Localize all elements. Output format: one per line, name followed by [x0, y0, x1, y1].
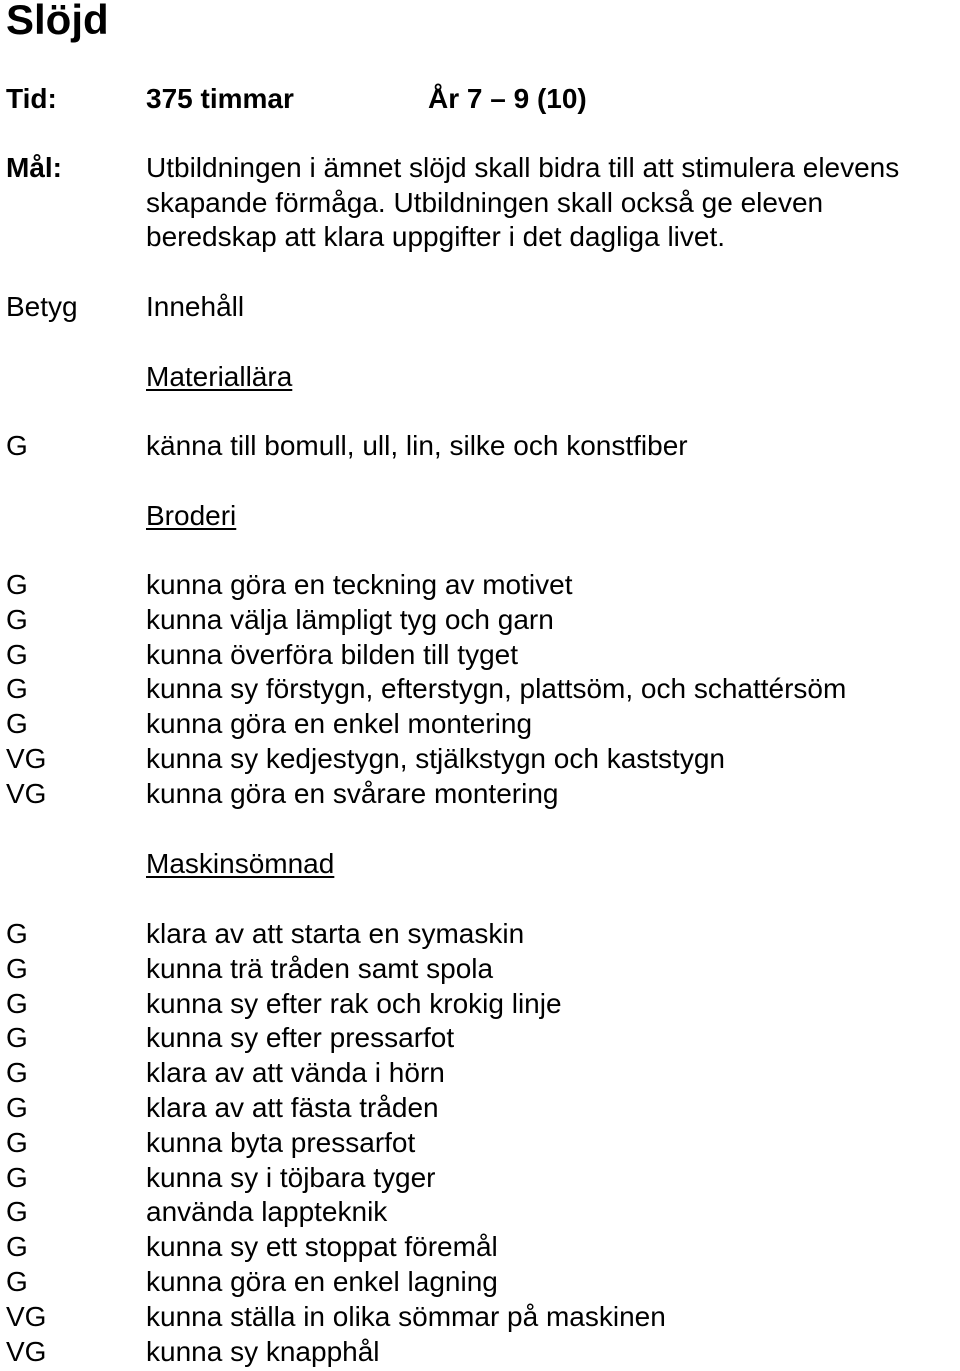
list-item	[0, 987, 960, 1022]
grade-value: G	[6, 1126, 28, 1158]
item-text: kunna göra en teckning av motivet	[146, 569, 573, 600]
grade-value: G	[6, 1091, 28, 1123]
section-heading-broderi: Broderi	[146, 500, 237, 531]
section-heading-maskinsomnad: Maskinsömnad	[146, 848, 335, 879]
item-text: kunna göra en enkel montering	[146, 708, 533, 740]
section-list-materiallara	[0, 429, 960, 464]
item-text: kunna sy efter rak och krokig linje	[146, 987, 562, 1019]
grade-value: G	[6, 673, 28, 705]
grade-value: G	[6, 987, 28, 1019]
grade-value: G	[6, 708, 28, 740]
item-text: kunna göra en svårare montering	[146, 777, 559, 809]
item-text: kunna överföra bilden till tyget	[146, 638, 518, 670]
list-item	[0, 1195, 960, 1230]
list-item	[0, 1230, 960, 1265]
goal-text	[146, 151, 946, 255]
time-years: År 7 – 9 (10)	[428, 83, 587, 114]
list-item	[0, 568, 960, 603]
list-item	[0, 707, 960, 742]
goal-line: Utbildningen i ämnet slöjd skall bidra till att stimulera elevens	[146, 152, 900, 183]
item-text: kunna sy ett stoppat föremål	[146, 1231, 498, 1263]
list-item	[0, 1335, 960, 1370]
grade-column-header: Betyg	[6, 291, 78, 322]
list-item	[0, 1091, 960, 1126]
list-item	[0, 1056, 960, 1091]
section-list-broderi	[0, 568, 960, 812]
list-item	[0, 1265, 960, 1300]
item-text: använda lappteknik	[146, 1196, 388, 1228]
section-heading-materiallara: Materiallära	[146, 361, 293, 392]
section-list-maskinsomnad	[0, 917, 960, 1369]
page-title: Slöjd	[6, 0, 109, 43]
grade-value: G	[6, 1196, 28, 1228]
item-text: känna till bomull, ull, lin, silke och konstfiber	[146, 430, 688, 461]
list-item	[0, 917, 960, 952]
item-text: kunna göra en enkel lagning	[146, 1265, 498, 1297]
item-text: kunna ställa in olika sömmar på maskinen	[146, 1300, 666, 1332]
item-text: kunna sy kedjestygn, stjälkstygn och kaststygn	[146, 742, 725, 774]
item-text: kunna välja lämpligt tyg och garn	[146, 603, 554, 635]
grade-value: VG	[6, 742, 47, 774]
grade-value: G	[6, 430, 28, 461]
list-item	[0, 429, 960, 464]
item-text: klara av att starta en symaskin	[146, 918, 525, 949]
item-text: kunna sy knapphål	[146, 1335, 380, 1367]
content-column-header: Innehåll	[146, 291, 245, 322]
item-text: kunna sy i töjbara tyger	[146, 1161, 436, 1193]
time-hours: 375 timmar	[146, 83, 294, 114]
grade-value: G	[6, 1057, 28, 1089]
list-item	[0, 742, 960, 777]
goal-label: Mål:	[6, 152, 62, 183]
time-label: Tid:	[6, 83, 57, 114]
list-item	[0, 638, 960, 673]
grade-value: VG	[6, 777, 47, 809]
item-text: kunna sy förstygn, efterstygn, plattsöm, och schattérsöm	[146, 673, 847, 705]
item-text: klara av att vända i hörn	[146, 1057, 445, 1089]
item-text: klara av att fästa tråden	[146, 1091, 439, 1123]
list-item	[0, 1300, 960, 1335]
list-item	[0, 1126, 960, 1161]
grade-value: G	[6, 1022, 28, 1054]
grade-value: G	[6, 918, 28, 949]
list-item	[0, 603, 960, 638]
list-item	[0, 1161, 960, 1196]
grade-value: G	[6, 1265, 28, 1297]
goal-line: skapande förmåga. Utbildningen skall också ge eleven	[146, 186, 824, 218]
list-item	[0, 1021, 960, 1056]
list-item	[0, 952, 960, 987]
grade-value: VG	[6, 1300, 47, 1332]
grade-value: G	[6, 952, 28, 984]
item-text: kunna byta pressarfot	[146, 1126, 416, 1158]
grade-value: VG	[6, 1335, 47, 1367]
list-item	[0, 777, 960, 812]
list-item	[0, 672, 960, 707]
grade-value: G	[6, 569, 28, 600]
grade-value: G	[6, 1231, 28, 1263]
grade-value: G	[6, 638, 28, 670]
item-text: kunna sy efter pressarfot	[146, 1022, 455, 1054]
grade-value: G	[6, 1161, 28, 1193]
item-text: kunna trä tråden samt spola	[146, 952, 494, 984]
grade-value: G	[6, 603, 28, 635]
goal-line: beredskap att klara uppgifter i det dagliga livet.	[146, 221, 726, 253]
